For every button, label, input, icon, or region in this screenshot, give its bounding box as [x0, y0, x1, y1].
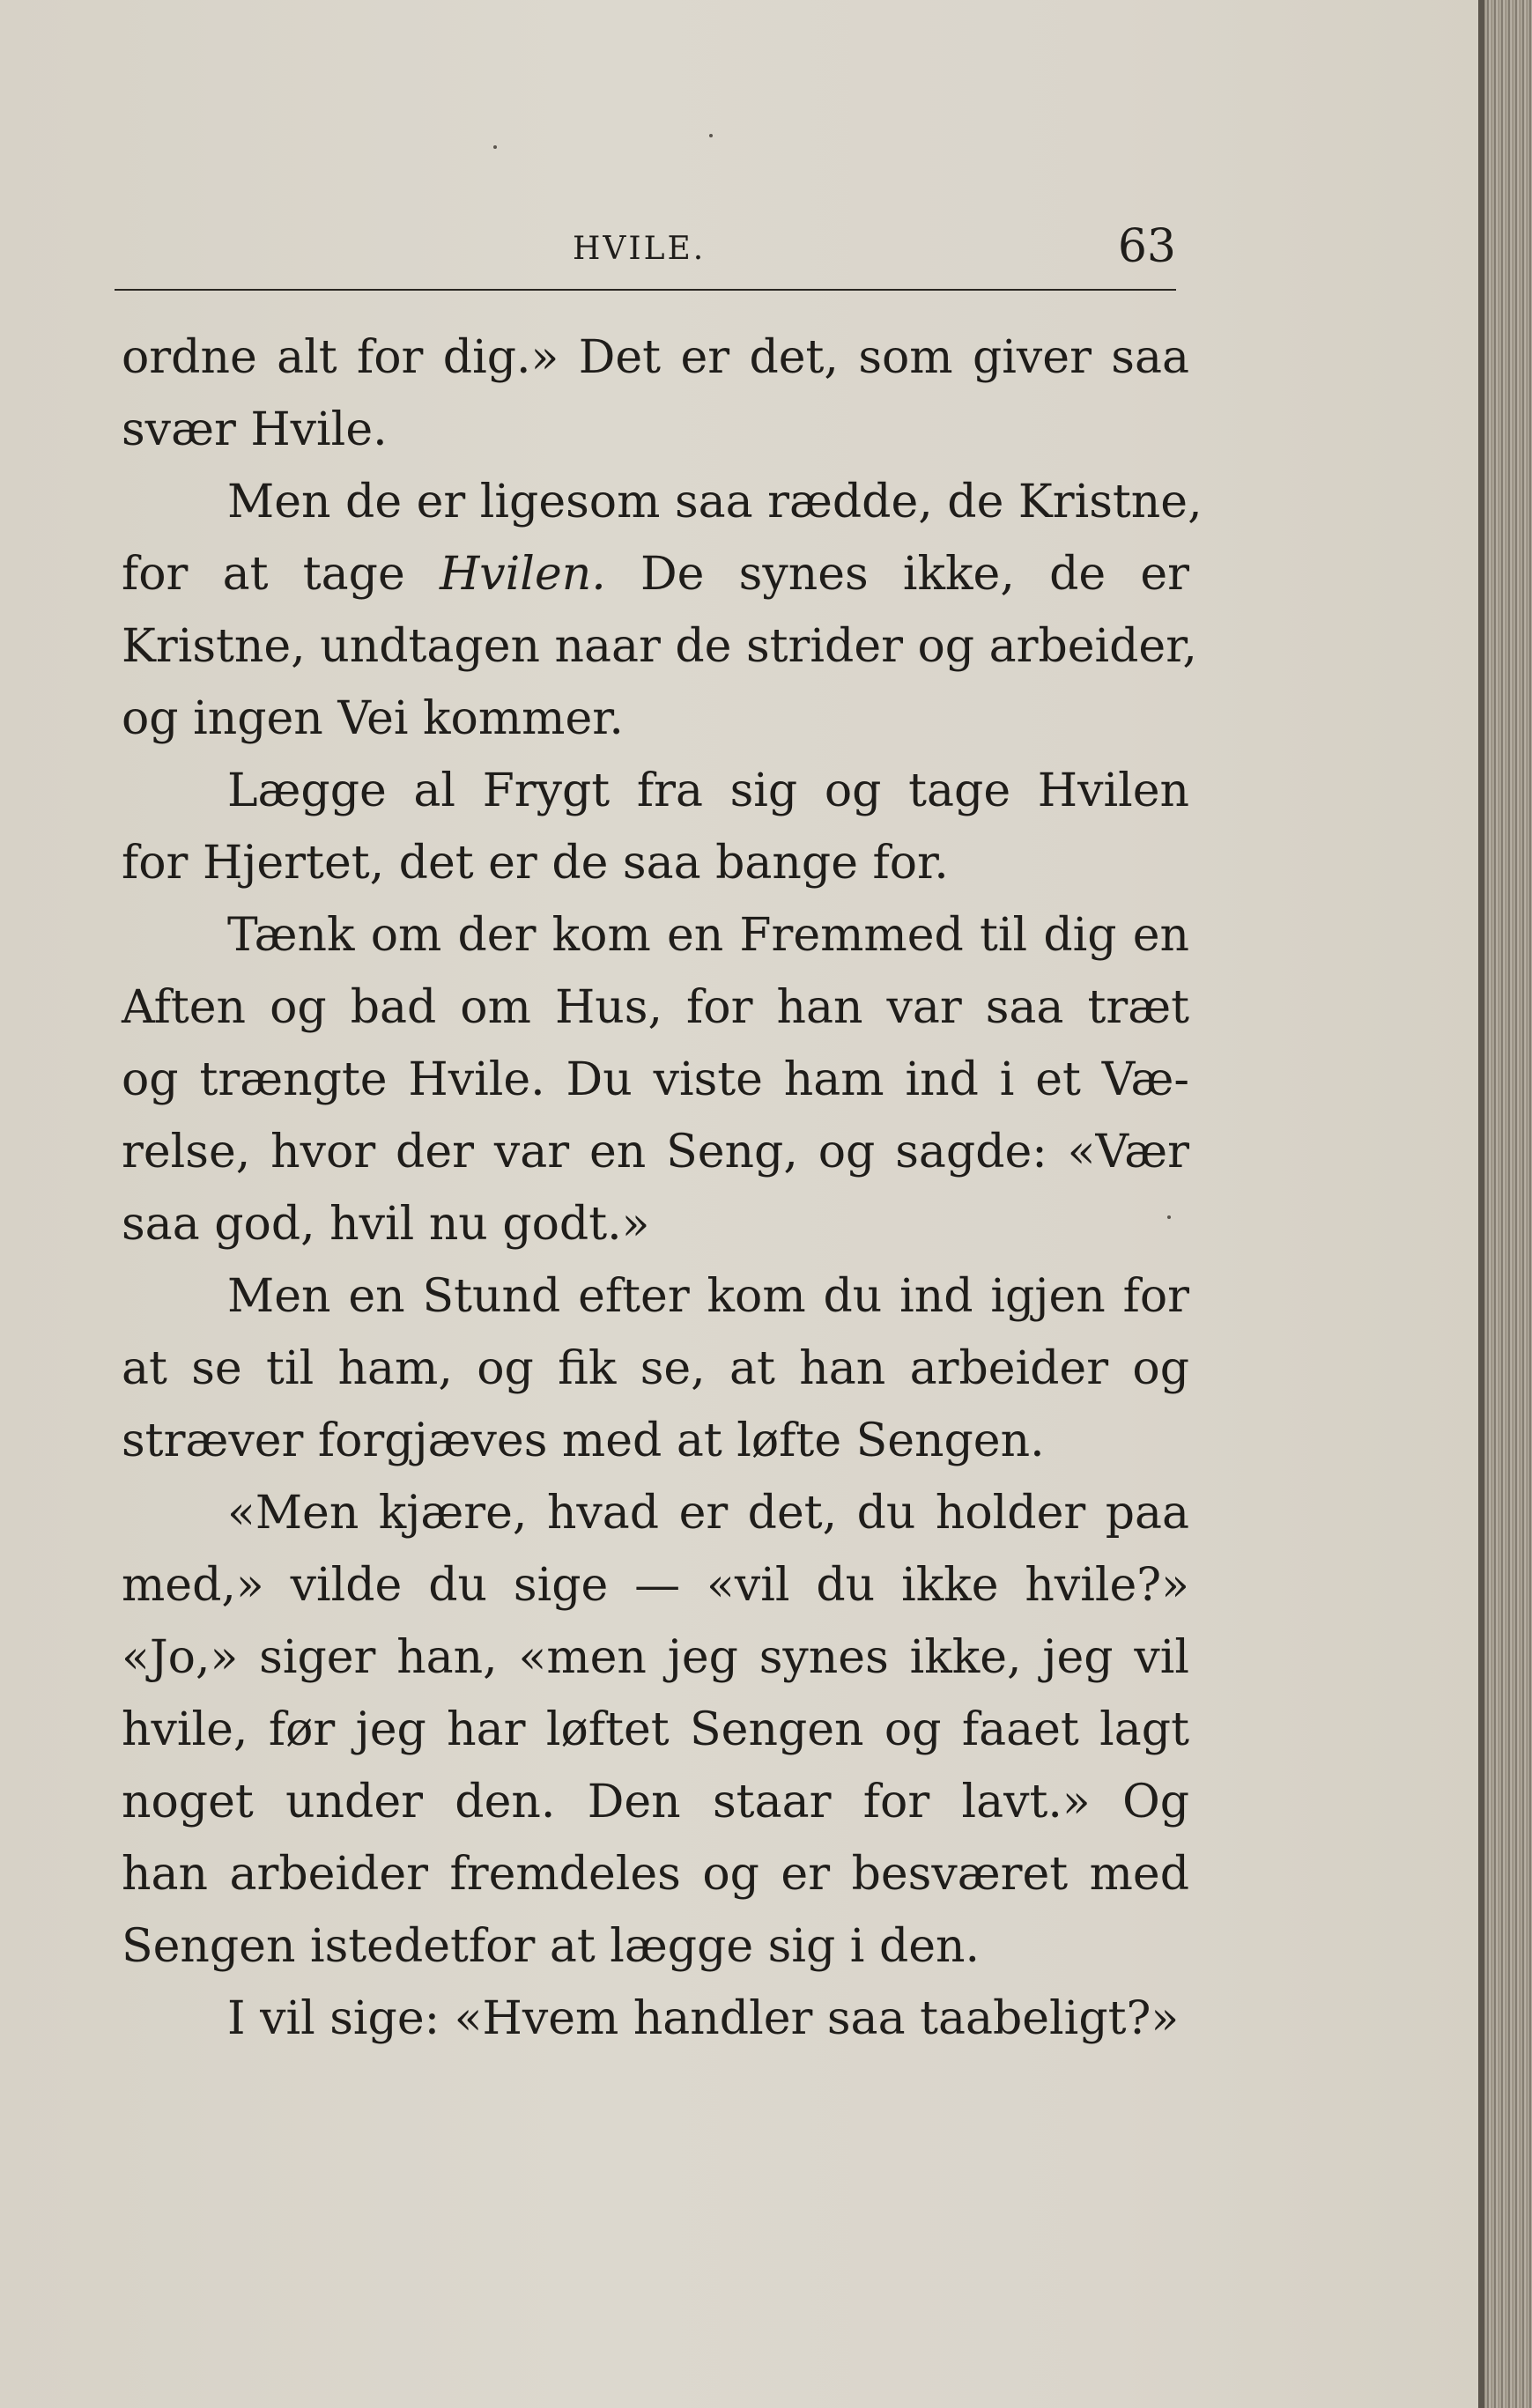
text-line: noget under den. Den staar for lavt.» Og: [122, 1776, 1189, 1828]
text-line: Lægge al Frygt fra sig og tage Hvilen: [227, 765, 1189, 817]
text-line: hvile, før jeg har løftet Sengen og faaet lagt: [122, 1703, 1189, 1756]
body-text: [122, 321, 1203, 2055]
book-page-edges: [1484, 0, 1532, 2408]
text-line: svær Hvile.: [122, 403, 388, 456]
text-line: Aften og bad om Hus, for han var saa træt: [122, 981, 1189, 1034]
text-line: for at tage Hvilen. De synes ikke, de er: [122, 548, 1189, 601]
text-line: at se til ham, og fik se, at han arbeider og: [122, 1342, 1189, 1395]
running-head: HVILE.: [573, 231, 707, 267]
text-line: han arbeider fremdeles og er besværet med: [122, 1848, 1189, 1901]
text-line: med,» vilde du sige — «vil du ikke hvile?»: [122, 1559, 1189, 1612]
paper-speck: [1167, 1215, 1171, 1219]
text-line: for Hjertet, det er de saa bange for.: [122, 837, 949, 890]
text-line: I vil sige: «Hvem handler saa taabeligt?»: [227, 1992, 1180, 2045]
header-rule: [115, 289, 1176, 291]
text-line: og trængte Hvile. Du viste ham ind i et Væ-: [122, 1053, 1189, 1106]
text-line: ordne alt for dig.» Det er det, som giver saa: [122, 331, 1189, 384]
text-line: Men en Stund efter kom du ind igjen for: [227, 1270, 1189, 1323]
page-header: [115, 220, 1176, 282]
text-line: Men de er ligesom saa rædde, de Kristne,: [227, 476, 1203, 528]
text-line: Sengen istedetfor at lægge sig i den.: [122, 1920, 981, 1973]
text-line: og ingen Vei kommer.: [122, 692, 624, 745]
text-line: stræver forgjæves med at løfte Sengen.: [122, 1415, 1045, 1467]
text-line: relse, hvor der var en Seng, og sagde: «Vær: [122, 1126, 1189, 1178]
paper-speck: [493, 145, 497, 149]
text-line: «Men kjære, hvad er det, du holder paa: [227, 1487, 1189, 1540]
page-number: 63: [1117, 220, 1176, 273]
text-line: saa god, hvil nu godt.»: [122, 1198, 650, 1251]
paper-speck: [709, 134, 713, 137]
text-line: Kristne, undtagen naar de strider og arbeider,: [122, 620, 1197, 673]
text-line: Tænk om der kom en Fremmed til dig en: [227, 909, 1189, 962]
text-line: «Jo,» siger han, «men jeg synes ikke, jeg vil: [122, 1631, 1189, 1684]
